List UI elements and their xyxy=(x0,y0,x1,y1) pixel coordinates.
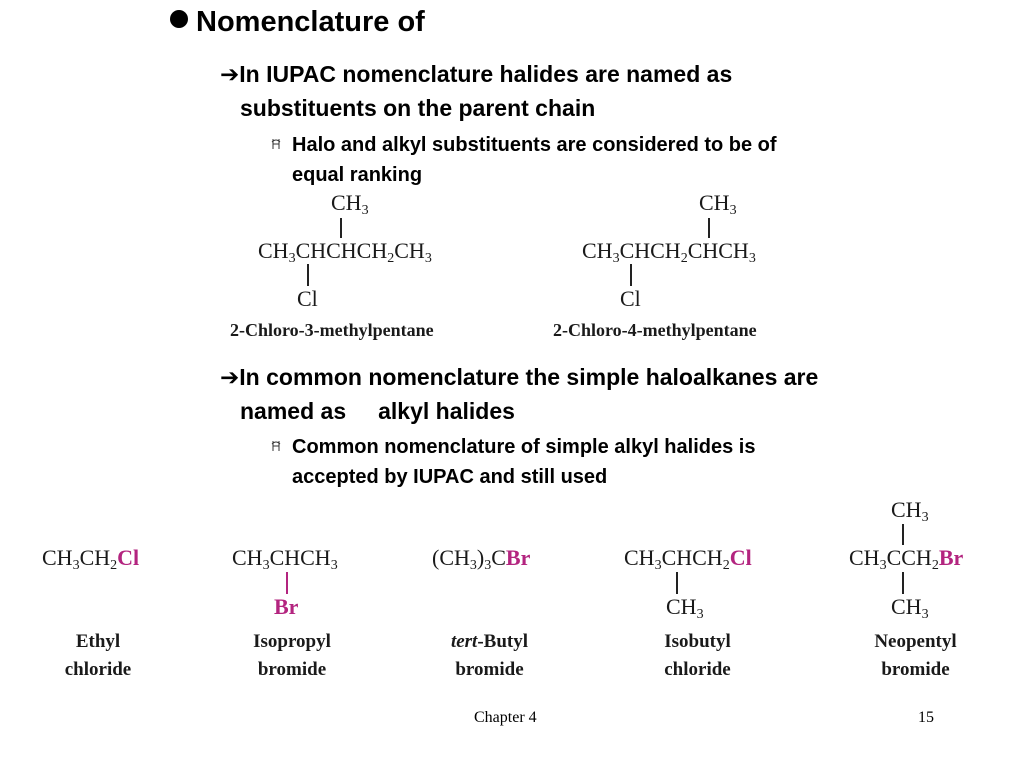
isobutyl-chloride-name: Isobutyl chloride xyxy=(664,631,731,680)
isobutyl-chloride-formula: $CH_3CHCH_2Cl$ xyxy=(624,545,752,573)
bond-line xyxy=(340,218,342,238)
iupac-subpoint: Halo and alkyl substituents are considered to be of equal ranking xyxy=(292,130,777,190)
ethyl-chloride-name: Ethyl chloride xyxy=(64,631,132,680)
methyl-group: $CH_3$ xyxy=(666,594,704,622)
main-chain-formula: $CH_3CHCHCH_2CH_3$ xyxy=(258,238,432,266)
chloro-group: Cl xyxy=(297,286,318,311)
compound-name: 2-Chloro-4-methylpentane xyxy=(553,320,757,340)
tert-butyl-bromide-formula: $(CH_3)_3CBr$ xyxy=(432,545,531,573)
bullet-dot-icon xyxy=(170,10,188,28)
footer-chapter: Chapter 4 xyxy=(474,709,537,726)
ethyl-chloride-formula: $CH_3CH_2Cl$ xyxy=(42,545,140,573)
main-chain-formula: $CH_3CHCH_2CHCH_3$ xyxy=(582,238,756,266)
bond-line xyxy=(307,264,309,286)
neopentyl-bromide-formula: $CH_3CCH_2Br$ xyxy=(849,545,964,573)
methyl-group: $CH_3$ xyxy=(891,594,929,622)
isopropyl-bromide-formula: $CH_3CHCH_3$ xyxy=(232,545,338,573)
arrow-icon: ➔ xyxy=(220,61,240,87)
hyphen-bullet-icon xyxy=(270,440,282,452)
tert-butyl-bromide-name: tert-Butyl bromide xyxy=(450,631,529,680)
chloro-group: Cl xyxy=(620,286,641,311)
slide-title: Nomenclature of xyxy=(170,6,425,39)
bond-line xyxy=(708,218,710,238)
bond-line xyxy=(902,524,904,545)
common-point: ➔In common nomenclature the simple haloalkanes are named as alkyl halides xyxy=(220,364,819,424)
bromo-group: Br xyxy=(274,594,299,619)
bond-line xyxy=(902,572,904,594)
hyphen-bullet-icon xyxy=(270,138,282,150)
compound-name: 2-Chloro-3-methylpentane xyxy=(230,320,434,340)
arrow-icon: ➔ xyxy=(220,364,240,390)
iupac-point: ➔In IUPAC nomenclature halides are named as substituents on the parent chain xyxy=(220,61,733,121)
bond-line xyxy=(676,572,678,594)
common-subpoint: Common nomenclature of simple alkyl halides is accepted by IUPAC and still used xyxy=(292,432,755,492)
bond-line xyxy=(630,264,632,286)
isopropyl-bromide-name: Isopropyl bromide xyxy=(253,631,331,680)
neopentyl-bromide-name: Neopentyl bromide xyxy=(874,631,957,680)
footer-page-number: 15 xyxy=(918,709,934,726)
methyl-group: $CH_3$ xyxy=(891,497,929,525)
methyl-group: $CH_3$ xyxy=(699,190,737,218)
bond-line xyxy=(286,572,288,594)
methyl-group: $CH_3$ xyxy=(331,190,369,218)
